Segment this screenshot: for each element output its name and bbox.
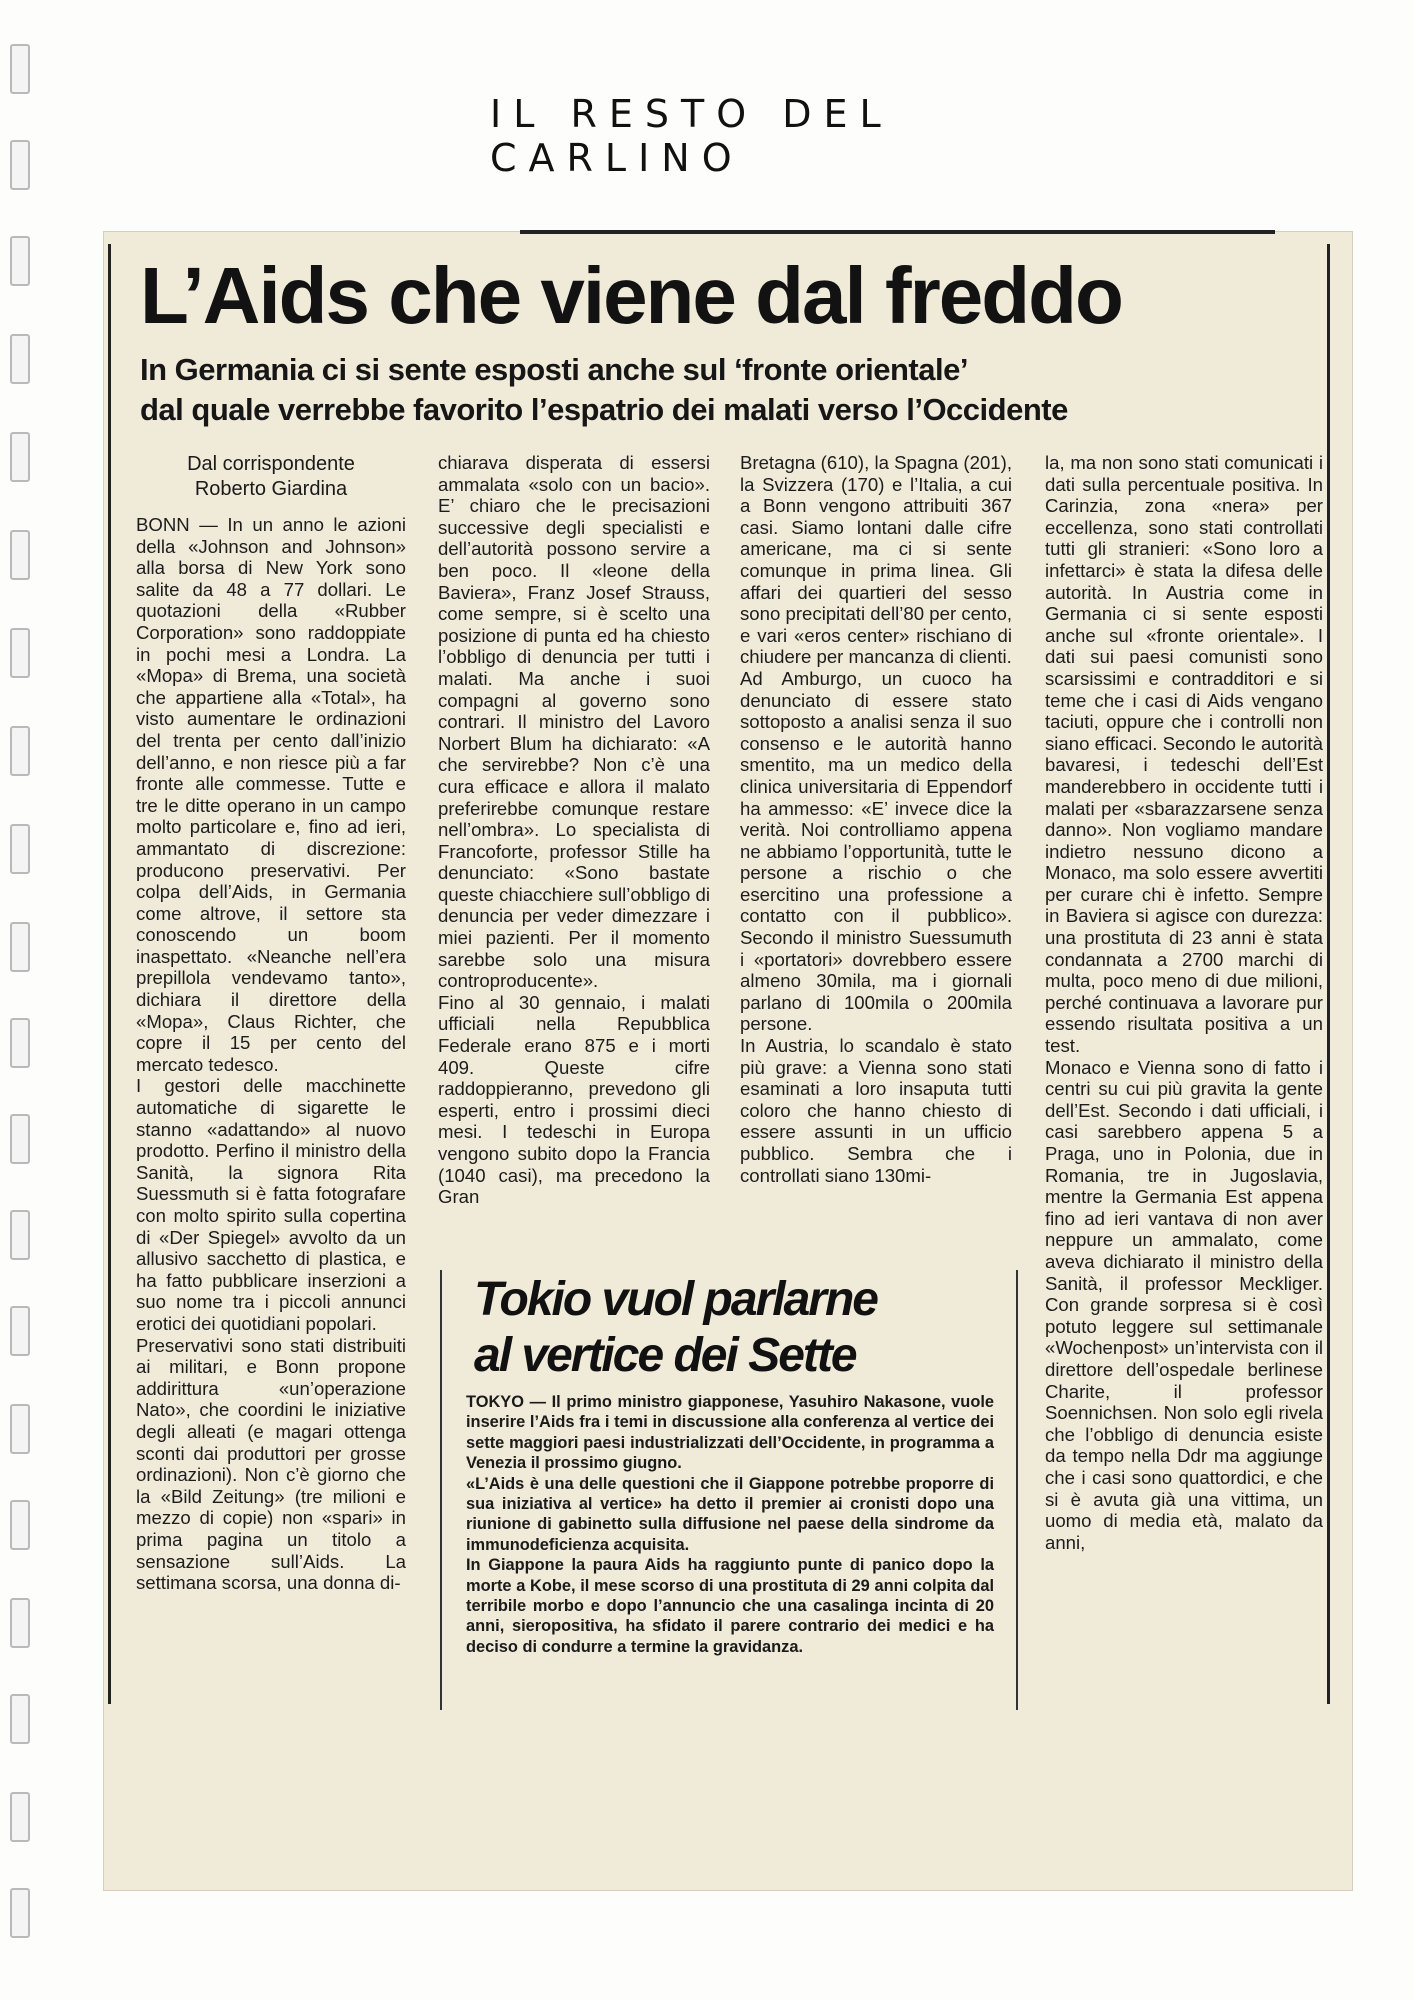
- paragraph: Preservativi sono stati distribuiti ai militari, e Bonn propone addirittura «un’operazione Nato», che coordini le iniziative degli alleati (e magari ottenga sconti dai produttori per grosse ordinazioni). Non c’è giorno che la «Bild Zeitung» (tre milioni e mezzo di copie) non «spari» in prima pagina un titolo a sensazione sull’Aids. La settimana scorsa, una donna di-: [136, 1334, 406, 1594]
- binder-hole: [10, 628, 30, 678]
- paragraph: Fino al 30 gennaio, i malati ufficiali nella Repubblica Federale erano 875 e i morti 409. Queste cifre raddoppieranno, prevedono gli esperti, entro i prossimi dieci mesi. I tedeschi in Europa vengono subito dopo la Francia (1040 casi), ma precedono la Gran: [438, 991, 710, 1208]
- article-subhead: [140, 350, 1340, 430]
- sidebar-paragraph: «L’Aids è una delle questioni che il Giappone potrebbe proporre di sua iniziativa al vertice» ha detto il premier ai cronisti dopo una riunione di gabinetto sulla diffusione nel paese della sindrome da immunodeficienza acquisita.: [466, 1474, 994, 1554]
- article-column-3: [740, 452, 1012, 1186]
- binder-hole: [10, 1792, 30, 1842]
- subhead-line: dal quale verrebbe favorito l’espatrio dei malati verso l’Occidente: [140, 392, 1068, 427]
- article-column-2: [438, 452, 710, 1208]
- byline-role: Dal corrispondente: [187, 453, 355, 475]
- binder-hole: [10, 140, 30, 190]
- clipping-edge: [520, 230, 1275, 234]
- binder-hole: [10, 1888, 30, 1938]
- paragraph: In Austria, lo scandalo è stato più grave: a Vienna sono stati esaminati a loro insaputa tutti coloro che hanno chiesto di essere assunti in un ufficio pubblico. Sembra che i controllati siano 130mi-: [740, 1035, 1012, 1186]
- binder-hole: [10, 1694, 30, 1744]
- binder-hole: [10, 44, 30, 94]
- sidebar-paragraph: In Giappone la paura Aids ha raggiunto punte di panico dopo la morte a Kobe, il mese scorso di una prostituta di 29 anni colpita dal terribile morbo e dopo l’annuncio che una casalinga incinta di 20 anni, sieropositiva, ha sfidato il parere contrario dei medici e ha deciso di condurre a termine la gravidanza.: [466, 1556, 994, 1656]
- paragraph: BONN — In un anno le azioni della «Johnson and Johnson» alla borsa di New York sono salite da 48 a 77 dollari. Le quotazioni della «Rubber Corporation» sono raddoppiate in pochi mesi a Londra. La «Mopa» di Brema, una società che appartiene alla «Total», ha visto aumentare le ordinazioni del trenta per cento dall’inizio dell’anno, e non riesce più a far fronte alle commesse. Tutte e tre le ditte operano in un campo molto particolare e, fino ad ieri, ammantato di discrezione: producono preservativi. Per colpa dell’Aids, in Germania come altrove, il settore sta conoscendo un boom inaspettato. «Neanche nell’era prepillola vendevamo tanto», dichiara il direttore della «Mopa», Claus Richter, che copre il 15 per cento del mercato tedesco.: [136, 514, 406, 1075]
- binder-hole: [10, 824, 30, 874]
- binder-hole: [10, 530, 30, 580]
- sidebar-rule-left: [440, 1270, 442, 1710]
- sidebar-paragraph: TOKYO — Il primo ministro giapponese, Yasuhiro Nakasone, vuole inserire l’Aids fra i temi in discussione alla conferenza al vertice dei sette maggiori paesi industrializzati dell’Occidente, in programma a Venezia il prossimo giugno.: [466, 1393, 994, 1473]
- binder-hole: [10, 1306, 30, 1356]
- binder-hole: [10, 334, 30, 384]
- paragraph: chiarava disperata di essersi ammalata «solo con un bacio». E’ chiaro che le precisazioni successive degli specialisti e dell’autorità possono servire a ben poco. Il «leone della Baviera», Franz Josef Strauss, come sempre, si è scelto una posizione di punta ed ha chiesto l’obbligo di denuncia per tutti i malati. Ma anche i suoi compagni al governo sono contrari. Il ministro del Lavoro Norbert Blum ha dichiarato: «A che servirebbe? Non c’è una cura efficace e allora il malato preferirebbe comunque restare nell’ombra». Lo specialista di Francoforte, professor Stille ha denunciato: «Sono bastate queste chiacchiere sull’obbligo di denuncia per veder dimezzare i miei pazienti. Per il momento sarebbe solo una misura controproducente».: [438, 452, 710, 992]
- binder-hole: [10, 236, 30, 286]
- handwritten-newspaper-name: IL RESTO DEL CARLINO: [490, 92, 893, 180]
- binder-hole: [10, 432, 30, 482]
- byline-author: Roberto Giardina: [194, 478, 348, 500]
- paragraph: Ad Amburgo, un cuoco ha denunciato di essere stato sottoposto a analisi senza il suo consenso e le autorità hanno smentito, ma un medico della clinica universitaria di Eppendorf ha ammesso: «E’ invece dice la verità. Noi controlliamo appena ne abbiamo l’opportunità, tutte le persone a rischio o che esercitino una professione a contatto con il pubblico». Secondo il ministro Suessumuth i «portatori» dovrebbero essere almeno 30mila, ma i giornali parlano di 100mila o 200mila persone.: [740, 667, 1012, 1035]
- article-headline: L’Aids che viene dal freddo: [140, 251, 1122, 340]
- subhead-line: In Germania ci si sente esposti anche sul ‘fronte orientale’: [140, 352, 968, 387]
- article-column-4: [1045, 452, 1323, 1553]
- paragraph: Monaco e Vienna sono di fatto i centri su cui più gravita la gente dell’Est. Secondo i dati ufficiali, i casi sarebbero appena 5 a Praga, uno in Polonia, due in Romania, tre in Jugoslavia, mentre la Germania Est appena fino ad ieri vantava di non aver neppure un ammalato, come aveva dichiarato il ministro della Sanità, il professor Meckliger. Con grande sorpresa si è così potuto leggere sul settimanale «Wochenpost» un’intervista con il direttore dell’ospedale berlinese Charite, il professor Soennichsen. Non solo egli rivela che l’obbligo di denuncia esiste da tempo nella Ddr ma aggiunge che i casi sono quattordici, e che si è avuta già una vittima, un uomo di media età, malato da anni,: [1045, 1056, 1323, 1553]
- paragraph: la, ma non sono stati comunicati i dati sulla percentuale positiva. In Carinzia, zona «nera» per eccellenza, sono stati controllati tutti gli stranieri: «Sono loro a infettarci» è stata la difesa delle autorità. In Austria come in Germania ci si sente esposti anche sul «fronte orientale». I dati sui paesi comunisti sono scarsissimi e contradditori e si teme che i casi di Aids vengano taciuti, oppure che i controlli non siano efficaci. Secondo le autorità bavaresi, i tedeschi dell’Est manderebbero in occidente tutti i malati per «sbarazzarsene senza danno». Non vogliamo mandare indietro nessuno dicono a Monaco, ma solo essere avvertiti per curare chi è infetto. Sempre in Baviera si agisce con durezza: una prostituta di 23 anni è stata condannata a 2700 marchi di multa, poco meno di due milioni, perché continuava a lavorare pur essendo risultata positiva a un test.: [1045, 452, 1323, 1057]
- paragraph: Bretagna (610), la Spagna (201), la Svizzera (170) e l’Italia, a cui a Bonn vengono attribuiti 367 casi. Siamo lontani dalle cifre americane, ma ci si sente comunque in prima linea. Gli affari dei quartieri del sesso sono precipitati dell’80 per cento, e vari «eros center» rischiano di chiudere per mancanza di clienti.: [740, 452, 1012, 668]
- binder-hole: [10, 1500, 30, 1550]
- binder-hole: [10, 1114, 30, 1164]
- binder-holes: [6, 0, 34, 2000]
- sidebar-title-line: al vertice dei Sette: [474, 1329, 856, 1382]
- sidebar-body: [466, 1392, 994, 1657]
- byline: [136, 452, 406, 502]
- binder-hole: [10, 1018, 30, 1068]
- sidebar-title-line: Tokio vuol parlarne: [474, 1273, 877, 1326]
- sidebar-title: [474, 1272, 1014, 1384]
- binder-hole: [10, 1404, 30, 1454]
- article-column-1: [136, 452, 406, 1594]
- binder-hole: [10, 922, 30, 972]
- paragraph: I gestori delle macchinette automatiche di sigarette le stanno «adattando» al nuovo prodotto. Perfino il ministro della Sanità, la signora Rita Suessmuth si è fatta fotografare con molto spirito sulla copertina di «Der Spiegel» avvolto da un allusivo sacchetto di plastica, e ha fatto pubblicare inserzioni a suo nome tra i piccoli annunci erotici dei quotidiani popolari.: [136, 1075, 406, 1334]
- sidebar-rule-right: [1016, 1270, 1018, 1710]
- binder-hole: [10, 726, 30, 776]
- binder-hole: [10, 1210, 30, 1260]
- binder-hole: [10, 1598, 30, 1648]
